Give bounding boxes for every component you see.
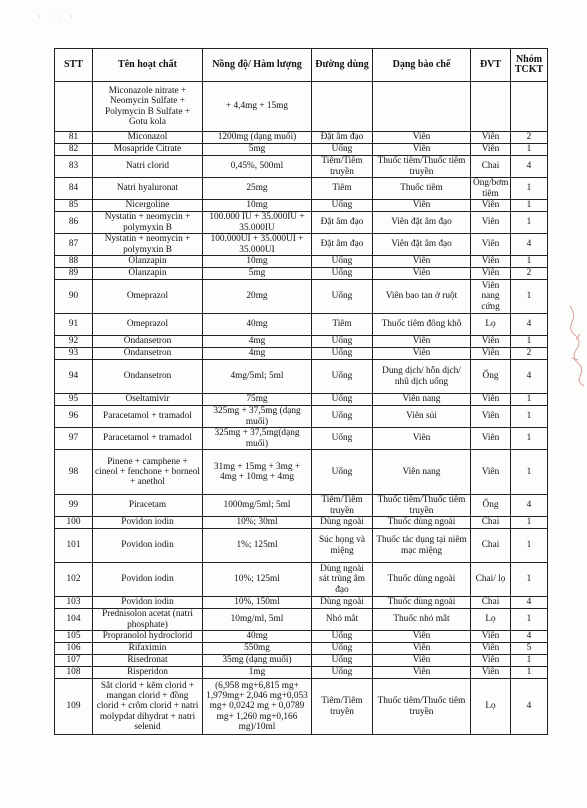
cell-form: Thuốc tiêm/Thuốc tiêm truyền xyxy=(373,495,471,517)
cell-form: Thuốc dùng ngoài xyxy=(373,517,471,529)
cell-stt: 95 xyxy=(55,394,93,406)
cell-route: Đặt âm đạo xyxy=(312,212,373,234)
table-row xyxy=(55,679,548,735)
table-row xyxy=(55,314,548,336)
cell-unit: Chai xyxy=(471,529,511,563)
cell-group: 2 xyxy=(511,268,548,280)
cell-form: Viên xyxy=(373,336,471,348)
cell-group: 4 xyxy=(511,597,548,609)
cell-stt: 105 xyxy=(55,631,93,643)
cell-name: Miconazol xyxy=(93,132,203,144)
cell-group: 1 xyxy=(511,256,548,268)
cell-unit: Viên xyxy=(471,234,511,256)
cell-stt: 98 xyxy=(55,450,93,495)
cell-group: 4 xyxy=(511,314,548,336)
cell-stt: 97 xyxy=(55,428,93,450)
cell-dose: 4mg/5ml; 5ml xyxy=(203,360,312,394)
cell-name: Paracetamol + tramadol xyxy=(93,406,203,428)
cell-dose: 1000mg/5ml; 5ml xyxy=(203,495,312,517)
cell-group: 4 xyxy=(511,360,548,394)
cell-dose: 1200mg (dạng muối) xyxy=(203,132,312,144)
cell-route: Uống xyxy=(312,348,373,360)
cell-group: 1 xyxy=(511,517,548,529)
cell-form: Thuốc nhỏ mắt xyxy=(373,609,471,631)
cell-form: Viên xyxy=(373,631,471,643)
cell-stt: 88 xyxy=(55,256,93,268)
cell-form: Thuốc tiêm/Thuốc tiêm truyền xyxy=(373,156,471,178)
cell-dose: 35mg (dạng muối) xyxy=(203,655,312,667)
cell-dose: 325mg + 37,5mg (dạng muối) xyxy=(203,406,312,428)
cell-route: Tiêm xyxy=(312,178,373,200)
cell-dose: 10%; 30ml xyxy=(203,517,312,529)
cell-stt: 90 xyxy=(55,280,93,314)
cell-route: Uống xyxy=(312,450,373,495)
table-row xyxy=(55,82,548,132)
cell-dose: 31mg + 15mg + 3mg + 4mg + 10mg + 4mg xyxy=(203,450,312,495)
cell-form: Viên nang xyxy=(373,450,471,495)
table-row xyxy=(55,563,548,597)
header-dose: Nồng độ/ Hàm lượng xyxy=(203,49,312,82)
cell-unit: Chai xyxy=(471,156,511,178)
cell-dose: 40mg xyxy=(203,314,312,336)
cell-name: Povidon iodin xyxy=(93,517,203,529)
cell-name: Nystatin + neomycin + polymyxin B xyxy=(93,212,203,234)
cell-route: Uống xyxy=(312,360,373,394)
table-row xyxy=(55,156,548,178)
table-row xyxy=(55,655,548,667)
table-row xyxy=(55,643,548,655)
cell-stt: 103 xyxy=(55,597,93,609)
cell-unit: Viên xyxy=(471,406,511,428)
cell-route: Đặt âm đạo xyxy=(312,234,373,256)
cell-stt: 81 xyxy=(55,132,93,144)
header-unit: ĐVT xyxy=(471,49,511,82)
cell-unit: Viên xyxy=(471,450,511,495)
cell-form: Thuốc tác dụng tại niêm mạc miệng xyxy=(373,529,471,563)
cell-dose: 10%, 150ml xyxy=(203,597,312,609)
cell-dose: 25mg xyxy=(203,178,312,200)
cell-dose: 75mg xyxy=(203,394,312,406)
cell-name: Povidon iodin xyxy=(93,597,203,609)
cell-name: Ondansetron xyxy=(93,336,203,348)
header-form: Dạng bào chế xyxy=(373,49,471,82)
cell-route: Uống xyxy=(312,406,373,428)
cell-group: 1 xyxy=(511,394,548,406)
table-row xyxy=(55,280,548,314)
cell-route: Uống xyxy=(312,631,373,643)
cell-group: 1 xyxy=(511,144,548,156)
cell-name: Natri clorid xyxy=(93,156,203,178)
cell-stt: 93 xyxy=(55,348,93,360)
cell-route: Uống xyxy=(312,280,373,314)
header-stt: STT xyxy=(55,49,93,82)
cell-stt: 89 xyxy=(55,268,93,280)
cell-stt: 82 xyxy=(55,144,93,156)
handwritten-signature-mark xyxy=(566,300,584,390)
cell-form: Viên xyxy=(373,200,471,212)
cell-name: Miconazole nitrate + Neomycin Sulfate + Polymycin B Sulfate + Gotu kola xyxy=(93,82,203,132)
scan-specks: · · · · xyxy=(38,12,76,21)
cell-dose: 10%; 125ml xyxy=(203,563,312,597)
cell-group: 1 xyxy=(511,428,548,450)
cell-stt: 92 xyxy=(55,336,93,348)
cell-dose: 4mg xyxy=(203,348,312,360)
cell-dose: 1%; 125ml xyxy=(203,529,312,563)
cell-stt: 86 xyxy=(55,212,93,234)
cell-dose: + 4,4mg + 15mg xyxy=(203,82,312,132)
cell-form xyxy=(373,82,471,132)
cell-form: Viên đặt âm đạo xyxy=(373,234,471,256)
cell-stt xyxy=(55,82,93,132)
cell-form: Viên xyxy=(373,655,471,667)
cell-group: 1 xyxy=(511,178,548,200)
cell-route: Uống xyxy=(312,667,373,679)
cell-group: 4 xyxy=(511,234,548,256)
cell-form: Viên xyxy=(373,144,471,156)
table-row xyxy=(55,667,548,679)
cell-name: Rifaximin xyxy=(93,643,203,655)
header-route: Đường dùng xyxy=(312,49,373,82)
cell-dose: 100.000UI + 35.000UI + 35.000UI xyxy=(203,234,312,256)
cell-route: Uống xyxy=(312,336,373,348)
cell-route: Uống xyxy=(312,200,373,212)
cell-dose: 4mg xyxy=(203,336,312,348)
cell-unit: Viên xyxy=(471,256,511,268)
table-row xyxy=(55,178,548,200)
cell-route: Uống xyxy=(312,394,373,406)
cell-form: Viên xyxy=(373,256,471,268)
cell-unit: Viên xyxy=(471,200,511,212)
cell-unit: Viên xyxy=(471,631,511,643)
table-row xyxy=(55,394,548,406)
cell-unit: Viên xyxy=(471,348,511,360)
table-row xyxy=(55,406,548,428)
cell-route: Súc họng và miệng xyxy=(312,529,373,563)
cell-route: Dùng ngoài xyxy=(312,597,373,609)
cell-route: Uống xyxy=(312,268,373,280)
cell-group: 1 xyxy=(511,529,548,563)
cell-route: Tiêm/Tiêm truyền xyxy=(312,679,373,735)
cell-group xyxy=(511,82,548,132)
cell-name: Nystatin + neomycin + polymyxin B xyxy=(93,234,203,256)
cell-unit: Viên xyxy=(471,268,511,280)
cell-dose: 0,45%, 500ml xyxy=(203,156,312,178)
table-row xyxy=(55,631,548,643)
cell-form: Viên đặt âm đạo xyxy=(373,212,471,234)
cell-route xyxy=(312,82,373,132)
cell-form: Thuốc tiêm đông khô xyxy=(373,314,471,336)
header-name: Tên hoạt chất xyxy=(93,49,203,82)
cell-route: Nhỏ mắt xyxy=(312,609,373,631)
cell-unit: Viên xyxy=(471,643,511,655)
cell-stt: 106 xyxy=(55,643,93,655)
cell-name: Risperidon xyxy=(93,667,203,679)
cell-route: Dùng ngoài xyxy=(312,517,373,529)
cell-form: Viên bao tan ở ruột xyxy=(373,280,471,314)
cell-route: Đặt âm đạo xyxy=(312,132,373,144)
cell-unit: Lọ xyxy=(471,609,511,631)
cell-unit: Ống xyxy=(471,495,511,517)
table-row xyxy=(55,517,548,529)
cell-dose: 10mg xyxy=(203,200,312,212)
cell-unit: Viên xyxy=(471,336,511,348)
cell-route: Uống xyxy=(312,144,373,156)
table-row xyxy=(55,360,548,394)
cell-route: Tiêm/Tiêm truyền xyxy=(312,495,373,517)
table-row xyxy=(55,212,548,234)
cell-group: 5 xyxy=(511,643,548,655)
table-row xyxy=(55,450,548,495)
cell-dose: 550mg xyxy=(203,643,312,655)
cell-unit: Viên xyxy=(471,667,511,679)
cell-name: Propranolol hydroclorid xyxy=(93,631,203,643)
table-row xyxy=(55,336,548,348)
cell-stt: 83 xyxy=(55,156,93,178)
cell-name: Nicergoline xyxy=(93,200,203,212)
cell-route: Dùng ngoài sát trùng âm đạo xyxy=(312,563,373,597)
cell-group: 4 xyxy=(511,495,548,517)
cell-name: Paracetamol + tramadol xyxy=(93,428,203,450)
cell-dose: 5mg xyxy=(203,144,312,156)
table-header-row xyxy=(55,49,548,82)
cell-group: 4 xyxy=(511,679,548,735)
cell-name: Mosapride Citrate xyxy=(93,144,203,156)
cell-stt: 101 xyxy=(55,529,93,563)
cell-name: Risedronat xyxy=(93,655,203,667)
cell-stt: 96 xyxy=(55,406,93,428)
cell-group: 2 xyxy=(511,132,548,144)
cell-form: Dung dịch/ hỗn dịch/ nhũ dịch uống xyxy=(373,360,471,394)
table-row xyxy=(55,597,548,609)
cell-stt: 109 xyxy=(55,679,93,735)
cell-dose: 10mg/ml, 5ml xyxy=(203,609,312,631)
cell-name: Omeprazol xyxy=(93,314,203,336)
cell-form: Viên xyxy=(373,268,471,280)
cell-name: Povidon iodin xyxy=(93,529,203,563)
header-group: Nhóm TCKT xyxy=(511,49,548,82)
cell-form: Viên xyxy=(373,667,471,679)
cell-group: 1 xyxy=(511,280,548,314)
cell-group: 1 xyxy=(511,655,548,667)
cell-unit: Lọ xyxy=(471,314,511,336)
cell-unit: Chai xyxy=(471,597,511,609)
cell-form: Viên nang xyxy=(373,394,471,406)
table-row xyxy=(55,234,548,256)
cell-name: Sắt clorid + kẽm clorid + mangan clorid + đồng clorid + crôm clorid + natri molypdat dihydrat + natri selenid xyxy=(93,679,203,735)
cell-unit: Viên xyxy=(471,394,511,406)
table-row xyxy=(55,348,548,360)
cell-unit: Viên nang cứng xyxy=(471,280,511,314)
cell-name: Omeprazol xyxy=(93,280,203,314)
cell-stt: 84 xyxy=(55,178,93,200)
cell-route: Uống xyxy=(312,428,373,450)
cell-form: Viên xyxy=(373,348,471,360)
cell-group: 1 xyxy=(511,200,548,212)
cell-route: Tiêm xyxy=(312,314,373,336)
cell-unit: Viên xyxy=(471,212,511,234)
cell-name: Olanzapin xyxy=(93,256,203,268)
cell-stt: 85 xyxy=(55,200,93,212)
cell-unit xyxy=(471,82,511,132)
cell-name: Olanzapin xyxy=(93,268,203,280)
cell-form: Viên xyxy=(373,643,471,655)
cell-stt: 87 xyxy=(55,234,93,256)
cell-unit: Chai xyxy=(471,517,511,529)
cell-stt: 102 xyxy=(55,563,93,597)
cell-group: 2 xyxy=(511,348,548,360)
drug-list-table xyxy=(54,48,548,735)
cell-unit: Ống xyxy=(471,360,511,394)
table-row xyxy=(55,609,548,631)
cell-name: Oseltamivir xyxy=(93,394,203,406)
cell-form: Thuốc tiêm xyxy=(373,178,471,200)
cell-group: 1 xyxy=(511,406,548,428)
table-row xyxy=(55,256,548,268)
cell-form: Thuốc dùng ngoài xyxy=(373,563,471,597)
cell-group: 1 xyxy=(511,667,548,679)
cell-name: Pinene + camphene + cineol + fenchone + borneol + anethol xyxy=(93,450,203,495)
table-row xyxy=(55,268,548,280)
cell-name: Prednisolon acetat (natri phosphate) xyxy=(93,609,203,631)
cell-name: Piracetam xyxy=(93,495,203,517)
cell-stt: 91 xyxy=(55,314,93,336)
cell-form: Thuốc tiêm/Thuốc tiêm truyền xyxy=(373,679,471,735)
cell-route: Uống xyxy=(312,256,373,268)
cell-dose: 5mg xyxy=(203,268,312,280)
cell-route: Uống xyxy=(312,643,373,655)
cell-group: 1 xyxy=(511,212,548,234)
cell-dose: 100.000 IU + 35.000IU + 35.000IU xyxy=(203,212,312,234)
cell-group: 1 xyxy=(511,450,548,495)
cell-name: Ondansetron xyxy=(93,360,203,394)
cell-name: Natri hyaluronat xyxy=(93,178,203,200)
cell-dose: 325mg + 37,5mg(dạng muối) xyxy=(203,428,312,450)
cell-dose: 10mg xyxy=(203,256,312,268)
cell-group: 1 xyxy=(511,563,548,597)
cell-stt: 100 xyxy=(55,517,93,529)
cell-form: Thuốc dùng ngoài xyxy=(373,597,471,609)
cell-form: Viên sủi xyxy=(373,406,471,428)
table-row xyxy=(55,495,548,517)
cell-unit: Viên xyxy=(471,144,511,156)
cell-dose: 40mg xyxy=(203,631,312,643)
cell-name: Ondansetron xyxy=(93,348,203,360)
cell-group: 1 xyxy=(511,609,548,631)
cell-unit: Lọ xyxy=(471,679,511,735)
cell-name: Povidon iodin xyxy=(93,563,203,597)
cell-route: Tiêm/Tiêm truyền xyxy=(312,156,373,178)
table-row xyxy=(55,529,548,563)
cell-unit: Viên xyxy=(471,428,511,450)
cell-unit: Viên xyxy=(471,132,511,144)
cell-unit: Chai/ lọ xyxy=(471,563,511,597)
cell-group: 1 xyxy=(511,336,548,348)
cell-stt: 99 xyxy=(55,495,93,517)
cell-stt: 107 xyxy=(55,655,93,667)
cell-dose: (6,958 mg+6,815 mg+ 1,979mg+ 2,046 mg+0,053 mg+ 0,0242 mg + 0,0789 mg+ 1,260 mg+0,166 mg)/10ml xyxy=(203,679,312,735)
table-row xyxy=(55,144,548,156)
cell-group: 4 xyxy=(511,156,548,178)
cell-form: Viên xyxy=(373,132,471,144)
table-row xyxy=(55,200,548,212)
cell-dose: 1mg xyxy=(203,667,312,679)
cell-stt: 108 xyxy=(55,667,93,679)
cell-unit: Ống/bơm tiêm xyxy=(471,178,511,200)
cell-unit: Viên xyxy=(471,655,511,667)
cell-group: 4 xyxy=(511,631,548,643)
table-row xyxy=(55,428,548,450)
cell-stt: 104 xyxy=(55,609,93,631)
cell-form: Viên xyxy=(373,428,471,450)
cell-dose: 20mg xyxy=(203,280,312,314)
cell-stt: 94 xyxy=(55,360,93,394)
table-row xyxy=(55,132,548,144)
cell-route: Uống xyxy=(312,655,373,667)
